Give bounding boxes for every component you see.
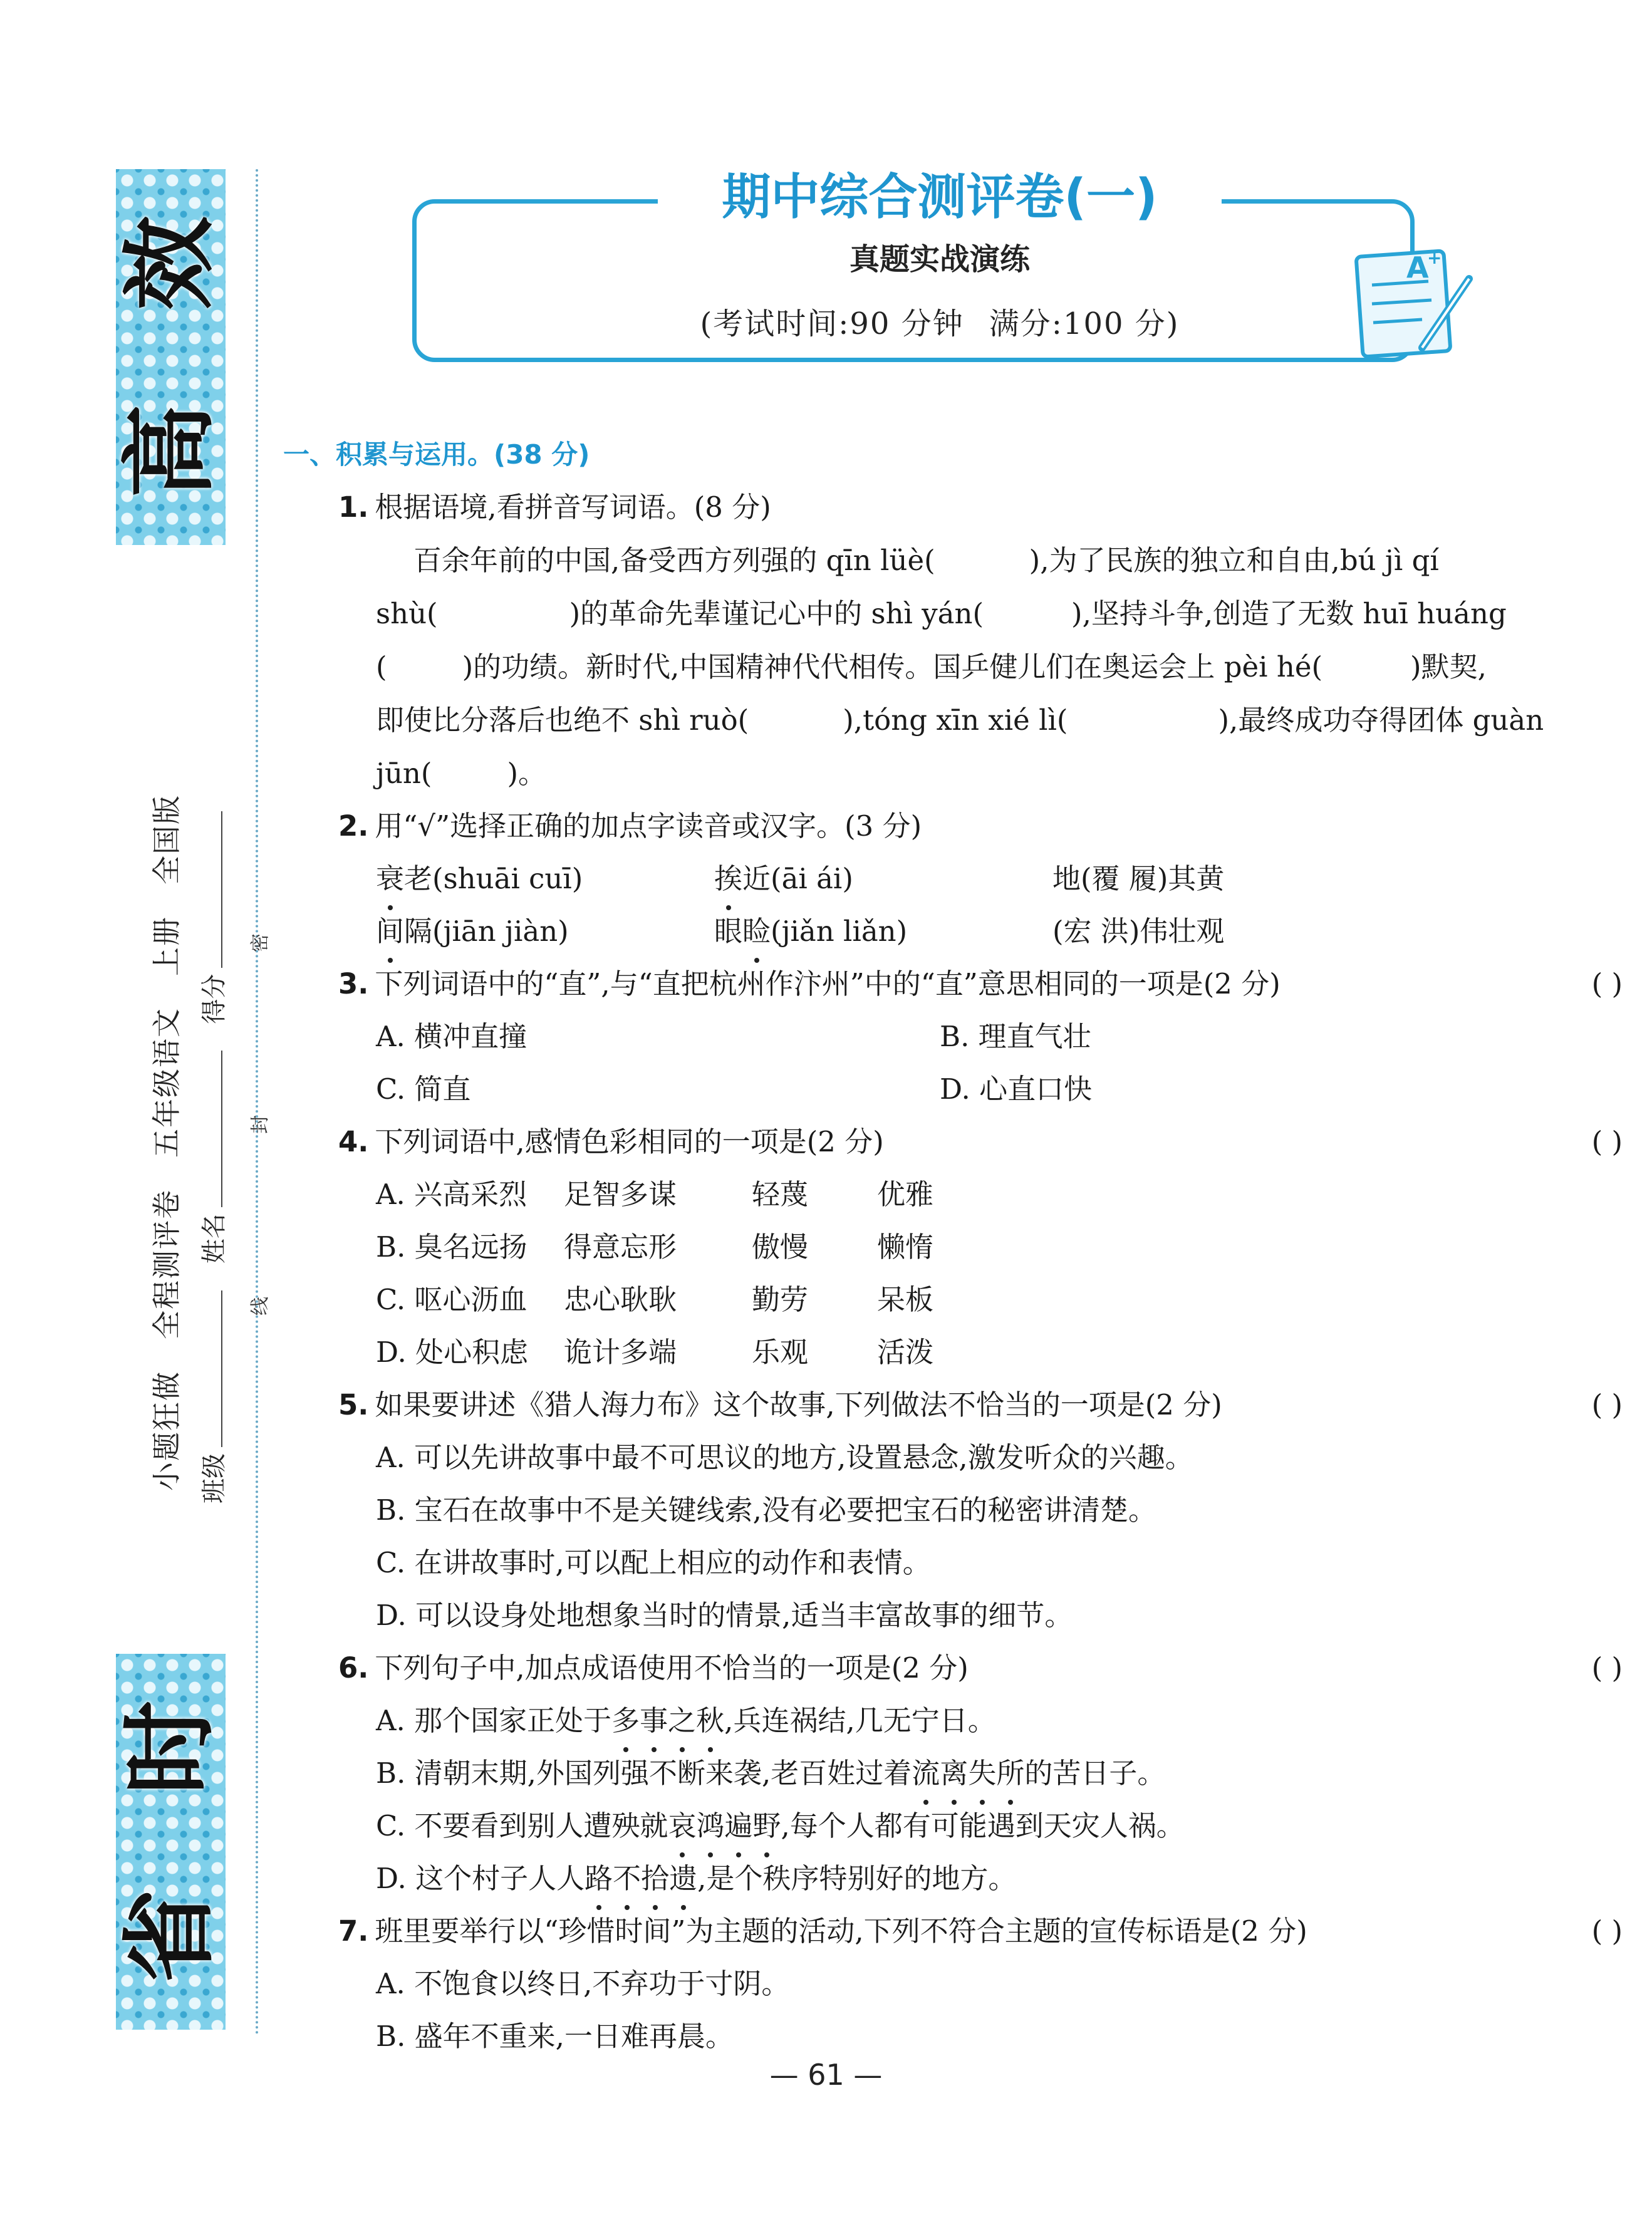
emphasis-char: 路 xyxy=(584,1852,613,1905)
option-c[interactable]: C. 在讲故事时,可以配上相应的动作和表情。 xyxy=(376,1546,931,1579)
option-b[interactable]: B. 臭名远扬 得意忘形 傲慢 懒惰 xyxy=(376,1230,934,1264)
option-c[interactable]: C. 简直 xyxy=(376,1072,471,1106)
question-6: 6. 下列句子中,加点成语使用不恰当的一项是(2 分) ( ) xyxy=(338,1642,1623,1695)
question-stem: 下列句子中,加点成语使用不恰当的一项是(2 分) xyxy=(375,1651,969,1685)
option-d[interactable]: D. 处心积虑 诡计多端 乐观 活泼 xyxy=(376,1336,934,1369)
option-c[interactable]: C. 不要看到别人遭殃就哀鸿遍野,每个人都有可能遇到天灾人祸。 xyxy=(338,1800,1623,1852)
name-label: 姓名 xyxy=(200,1213,229,1264)
option[interactable]: 挨近(āi ái) xyxy=(714,853,1052,905)
option-d[interactable]: D. 可以设身处地想象当时的情景,适当丰富故事的细节。 xyxy=(376,1599,1073,1632)
emphasis-char: 事 xyxy=(640,1695,668,1747)
option-c[interactable]: C. 呕心沥血 忠心耿耿 勤劳 呆板 xyxy=(376,1283,934,1316)
emphasis-char: 之 xyxy=(668,1695,696,1747)
option-row xyxy=(338,853,1623,905)
exam-meta xyxy=(564,299,1316,343)
option-d[interactable]: D. 这个村子人人路不拾遗,是个秩序特别好的地方。 xyxy=(338,1852,1623,1905)
question-3: 3. 下列词语中的“直”,与“直把杭州作汴州”中的“直”意思相同的一项是(2 分) ( ) xyxy=(338,958,1623,1010)
score-field[interactable] xyxy=(221,811,222,968)
question-stem: 根据语境,看拼音写词语。(8 分) xyxy=(375,491,771,524)
sidebar-banner-top xyxy=(116,169,226,545)
option-a[interactable]: A. 可以先讲故事中最不可思议的地方,设置悬念,激发听众的兴趣。 xyxy=(376,1441,1193,1474)
answer-box[interactable]: ( ) xyxy=(1591,967,1623,1000)
emphasis-char: 鸿 xyxy=(696,1800,724,1852)
emphasis-char: 失 xyxy=(968,1747,996,1800)
option[interactable]: (宏 洪)伟壮观 xyxy=(1052,915,1225,948)
series-label: 小题狂做全程测评卷五年级语文上册全国版 xyxy=(150,794,184,1491)
option-b[interactable]: B. 盛年不重来,一日难再晨。 xyxy=(376,2020,734,2053)
emphasis-char: 秋 xyxy=(696,1695,724,1747)
question-5: 5. 如果要讲述《猎人海力布》这个故事,下列做法不恰当的一项是(2 分) ( ) xyxy=(338,1379,1623,1431)
seal-line-label: 线封密 xyxy=(249,771,271,1316)
sidebar-banner-bottom xyxy=(116,1654,226,2030)
answer-box[interactable]: ( ) xyxy=(1591,1914,1623,1948)
name-field[interactable] xyxy=(221,1051,222,1207)
page-title: 期中综合测评卷(一) xyxy=(658,160,1222,235)
emphasis-char: 遍 xyxy=(724,1800,752,1852)
option-a[interactable]: A. 那个国家正处于多事之秋,兵连祸结,几无宁日。 xyxy=(338,1695,1623,1747)
emphasis-char: 野 xyxy=(752,1800,781,1852)
option-b[interactable]: B. 理直气壮 xyxy=(940,1020,1091,1053)
question-stem: 下列词语中,感情色彩相同的一项是(2 分) xyxy=(375,1125,884,1158)
exam-time: (考试时间:90 分钟 xyxy=(700,306,964,341)
svg-text:A: A xyxy=(1406,251,1429,284)
answer-box[interactable]: ( ) xyxy=(1591,1388,1623,1421)
answer-box[interactable]: ( ) xyxy=(1591,1125,1623,1158)
question-1: 1. 根据语境,看拼音写词语。(8 分) xyxy=(338,491,771,524)
question-stem: 下列词语中的“直”,与“直把杭州作汴州”中的“直”意思相同的一项是(2 分) xyxy=(375,967,1281,1000)
sidebar-word: 时 xyxy=(116,1700,226,1795)
section-title: 一、积累与运用。(38 分) xyxy=(283,439,590,470)
option-b[interactable]: B. 清朝末期,外国列强不断来袭,老百姓过着流离失所的苦日子。 xyxy=(338,1747,1623,1800)
full-score: 满分:100 分) xyxy=(989,306,1180,341)
question-list xyxy=(338,481,1623,2063)
option-a[interactable]: A. 不饱食以终日,不弃功于寸阴。 xyxy=(376,1967,790,2000)
emphasis-char: 不 xyxy=(613,1852,641,1905)
emphasis-char: 遗 xyxy=(669,1852,697,1905)
page-number: — 61 — xyxy=(769,2058,883,2092)
question-4: 4. 下列词语中,感情色彩相同的一项是(2 分) ( ) xyxy=(338,1116,1623,1168)
class-label: 班级 xyxy=(200,1453,229,1503)
emphasis-char: 拾 xyxy=(641,1852,669,1905)
question-stem: 班里要举行以“珍惜时间”为主题的活动,下列不符合主题的宣传标语是(2 分) xyxy=(375,1914,1307,1948)
option[interactable]: 衰老(shuāi cuī) xyxy=(376,853,714,905)
page-subtitle: 真题实战演练 xyxy=(849,242,1030,277)
emphasis-char: 哀 xyxy=(668,1800,696,1852)
score-label: 得分 xyxy=(200,973,229,1024)
option[interactable]: 间隔(jiān jiàn) xyxy=(376,905,714,958)
option[interactable]: 眼睑(jiǎn liǎn) xyxy=(714,905,1052,958)
answer-box[interactable]: ( ) xyxy=(1591,1651,1623,1685)
sidebar-word: 省 xyxy=(116,1888,226,1983)
option-b[interactable]: B. 宝石在故事中不是关键线索,没有必要把宝石的秘密讲清楚。 xyxy=(376,1493,1156,1527)
student-info-fields xyxy=(194,792,230,1503)
option-row xyxy=(338,1010,1623,1063)
emphasis-char: 流 xyxy=(912,1747,940,1800)
question-stem: 用“√”选择正确的加点字读音或汉字。(3 分) xyxy=(375,809,922,843)
option-row xyxy=(338,1063,1623,1116)
sidebar-word: 效 xyxy=(116,215,226,311)
graded-paper-icon xyxy=(1347,241,1478,360)
question-7: 7. 班里要举行以“珍惜时间”为主题的活动,下列不符合主题的宣传标语是(2 分) ( ) xyxy=(338,1905,1623,1958)
option[interactable]: 地(覆 履)其黄 xyxy=(1052,862,1225,895)
q1-passage: 百余年前的中国,备受西方列强的 qīn lüè( ),为了民族的独立和自由,bú jì qí shù( )的革命先辈谨记心中的 shì yán( ),坚持斗争,创造了无数 huī huáng ( )的功绩。新时代,中国精神代代相传。国乒健儿们在奥运会上 pèi hé( )默契, 即使比分落后也绝不 shì ruò( ),tóng xīn xié lì( ),最终成功夺得团体 guàn jūn( )。 xyxy=(376,544,1544,790)
class-field[interactable] xyxy=(221,1290,222,1447)
option-a[interactable]: A. 横冲直撞 xyxy=(376,1020,527,1053)
question-stem: 如果要讲述《猎人海力布》这个故事,下列做法不恰当的一项是(2 分) xyxy=(375,1388,1222,1421)
emphasis-char: 离 xyxy=(940,1747,968,1800)
option-a[interactable]: A. 兴高采烈 足智多谋 轻蔑 优雅 xyxy=(376,1178,934,1211)
emphasis-char: 多 xyxy=(611,1695,640,1747)
emphasis-char: 所 xyxy=(996,1747,1024,1800)
question-2: 2. 用“√”选择正确的加点字读音或汉字。(3 分) xyxy=(338,809,922,843)
option-d[interactable]: D. 心直口快 xyxy=(940,1072,1093,1106)
option-row xyxy=(338,905,1623,958)
svg-text:+: + xyxy=(1427,247,1442,268)
sidebar-word: 高 xyxy=(116,403,226,499)
